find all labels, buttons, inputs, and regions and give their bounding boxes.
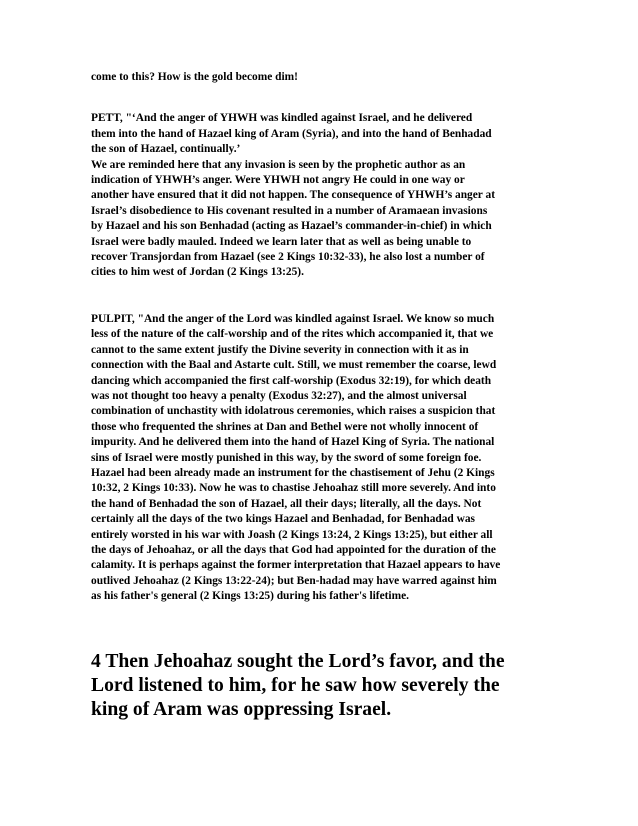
paragraph-pett-commentary [91,111,561,280]
text-line: dancing which accompanied the first calf-worship (Exodus 32:19), for which death [91,374,492,387]
verse-heading [91,650,551,723]
text-line: cannot to the same extent justify the Divine severity in connection with it as in [91,343,469,356]
document-page [91,70,561,723]
paragraph-intro [91,70,561,85]
text-line: combination of unchastity with idolatrous ceremonies, which raises a suspicion that [91,405,496,418]
text-line: Israel were badly mauled. Indeed we learn later that as well as being unable to [91,235,472,248]
text-line: come to this? How is the gold become dim! [91,71,298,83]
text-line: as his father's general (2 Kings 13:25) during his father's lifetime. [91,590,409,603]
text-line: entirely worsted in his war with Joash (2 Kings 13:24, 2 Kings 13:25), but either all [91,528,493,541]
text-line: cities to him west of Jordan (2 Kings 13:25). [91,266,304,279]
text-line: recover Transjordan from Hazael (see 2 Kings 10:32-33), he also lost a number of [91,251,485,264]
text-line: impurity. And he delivered them into the hand of Hazel King of Syria. The national [91,436,495,449]
text-line: by Hazael and his son Benhadad (acting as Hazael’s commander-in-chief) in which [91,220,492,233]
text-line: PULPIT, "And the anger of the Lord was kindled against Israel. We know so much [91,312,495,325]
text-line: 10:32, 2 Kings 10:33). Now he was to chastise Jehoahaz still more severely. And into [91,482,496,495]
text-line: sins of Israel were mostly punished in this way, by the sword of some foreign foe. [91,451,482,464]
text-line: Israel’s disobedience to His covenant resulted in a number of Aramaean invasions [91,204,488,217]
verse-line: king of Aram was oppressing Israel. [91,699,392,721]
text-line: connection with the Baal and Astarte cult. Still, we must remember the coarse, lewd [91,359,497,372]
text-line: the hand of Benhadad the son of Hazael, all their days; literally, all the days. Not [91,497,482,510]
verse-line: Lord listened to him, for he saw how severely the [91,675,500,696]
text-line: the days of Jehoahaz, or all the days that God had appointed for the duration of the [91,543,496,556]
text-line: less of the nature of the calf-worship and of the rites which accompanied it, that we [91,328,494,341]
text-line: We are reminded here that any invasion is seen by the prophetic author as an [91,158,466,171]
verse-line: 4 Then Jehoahaz sought the Lord’s favor, and the [91,650,505,672]
text-line: PETT, "‘And the anger of YHWH was kindled against Israel, and he delivered [91,112,473,125]
paragraph-pulpit-commentary [91,312,561,605]
text-line: outlived Jehoahaz (2 Kings 13:22-24); but Ben-hadad may have warred against him [91,574,497,587]
text-line: another have ensured that it did not happen. The consequence of YHWH’s anger at [91,189,495,202]
text-line: calamity. It is perhaps against the former interpretation that Hazael appears to have [91,559,501,572]
text-line: the son of Hazael, continually.’ [91,143,241,156]
text-line: them into the hand of Hazael king of Aram (Syria), and into the hand of Benhadad [91,127,492,140]
text-line: indication of YHWH’s anger. Were YHWH not angry He could in one way or [91,174,465,187]
text-line: certainly all the days of the two kings Hazael and Benhadad, for Benhadad was [91,513,475,526]
text-line: was not thought too heavy a penalty (Exodus 32:27), and the almost universal [91,389,467,402]
text-line: Hazael had been already made an instrument for the chastisement of Jehu (2 Kings [91,466,495,479]
text-line: those who frequented the shrines at Dan and Bethel were not wholly innocent of [91,420,479,433]
